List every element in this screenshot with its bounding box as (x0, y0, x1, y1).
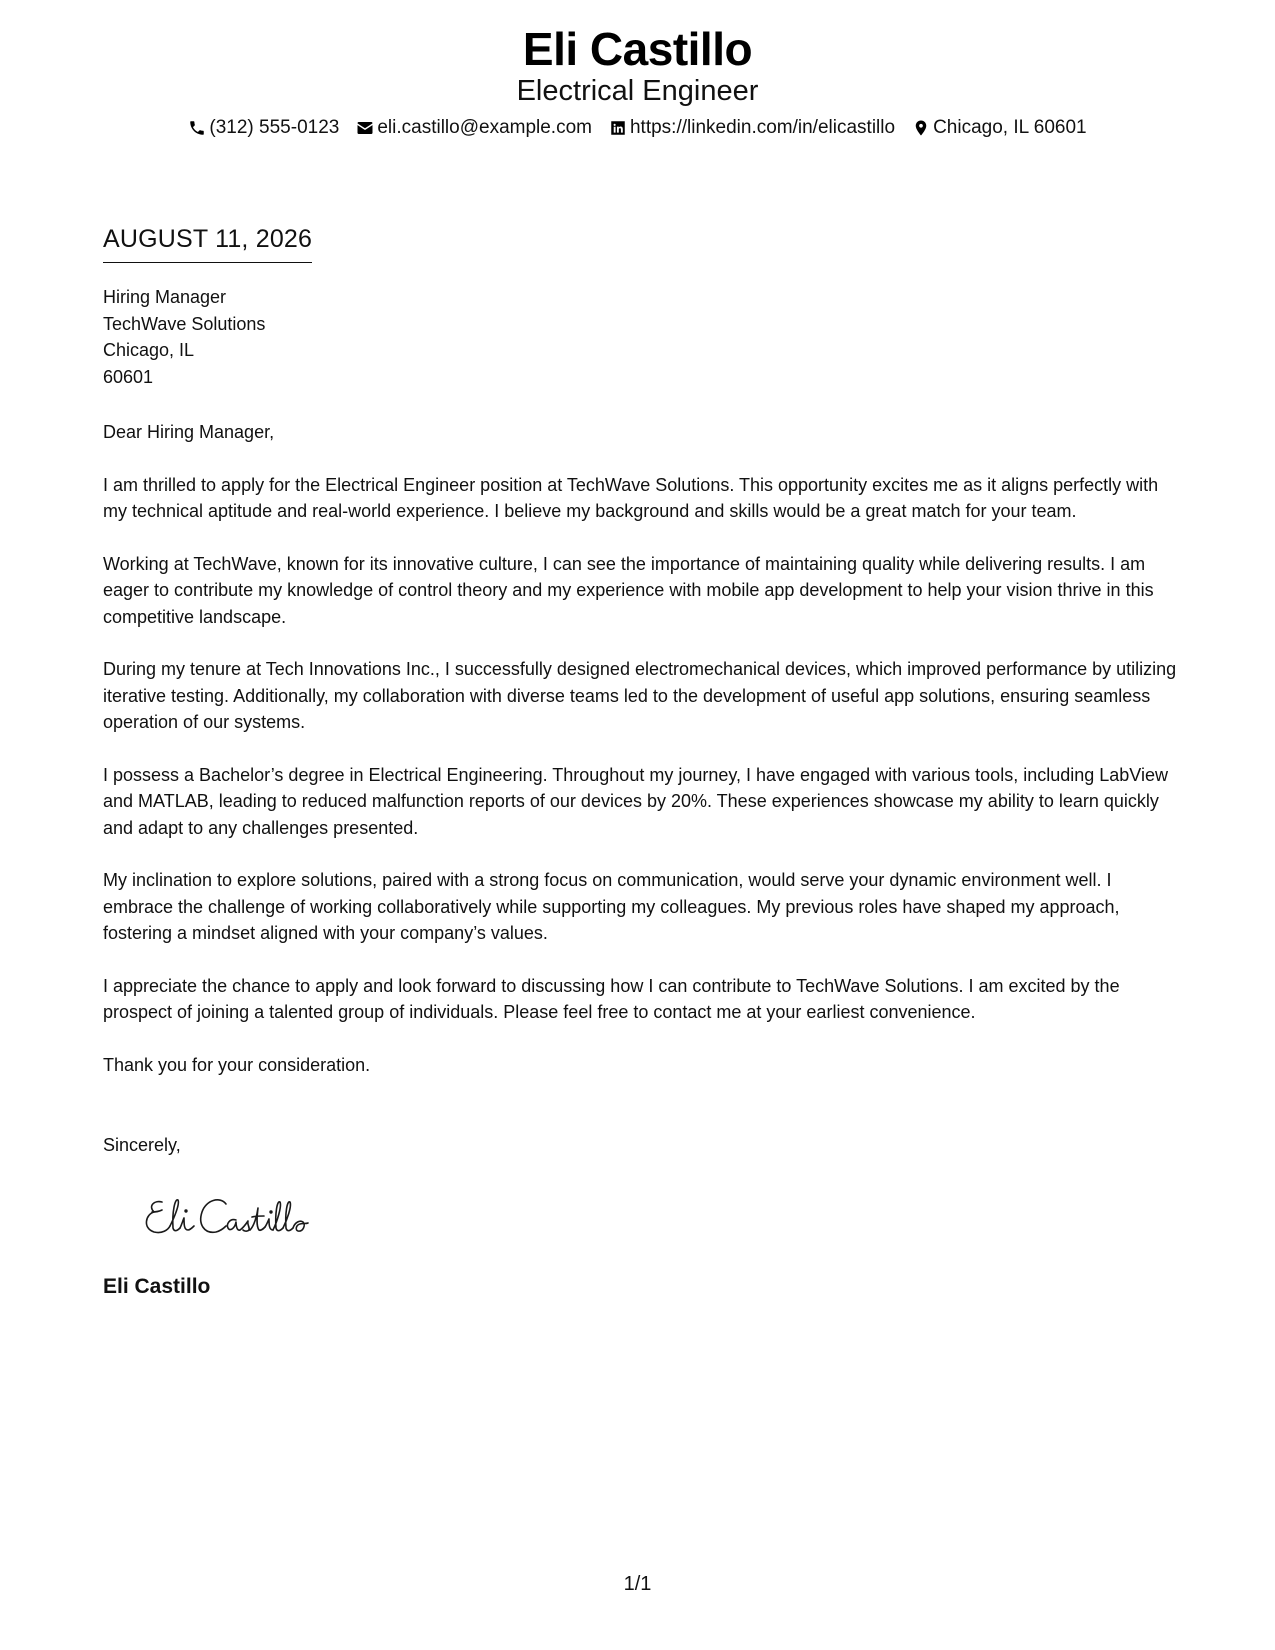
map-pin-icon (912, 119, 930, 137)
closing: Sincerely, (103, 1135, 181, 1155)
letter-body (103, 419, 1183, 1104)
recipient-company: TechWave Solutions (103, 313, 266, 334)
body-paragraph: I am thrilled to apply for the Electrical Engineer position at TechWave Solutions. This opportunity excites me as it aligns perfectly with my technical aptitude and real-world experience. I believe my background and skills would be a great match for your team. (103, 474, 1159, 521)
signed-name: Eli Castillo (103, 1275, 211, 1298)
recipient-name: Hiring Manager (103, 287, 227, 307)
letter-date-block (103, 224, 312, 263)
contact-linkedin[interactable] (609, 116, 895, 140)
body-paragraph: During my tenure at Tech Innovations Inc., I successfully designed electromechanical devices, which improved performance by utilizing iterative testing. Additionally, my collaboration with diverse teams led to the development of useful app solutions, ensuring seamless operation of our systems. (103, 659, 1177, 732)
applicant-title: Electrical Engineer (516, 75, 759, 107)
recipient-address (103, 284, 265, 390)
recipient-zip: 60601 (103, 366, 154, 387)
handwritten-signature (140, 1188, 340, 1248)
letter-date: AUGUST 11, 2026 (103, 224, 312, 263)
body-paragraph: Working at TechWave, known for its innovative culture, I can see the importance of maintaining quality while delivering results. I am eager to contribute my knowledge of control theory and my experience with mobile app development to help your vision thrive in this competitive landscape. (103, 553, 1154, 627)
linkedin-icon (609, 119, 627, 137)
body-paragraph: My inclination to explore solutions, paired with a strong focus on communication, would serve your dynamic environment well. I embrace the challenge of working collaboratively while supporting my colleagues. My previous roles have shaped my approach, fostering a mindset aligned with your company’s values. (103, 870, 1120, 943)
page-number: 1/1 (623, 1573, 652, 1595)
contact-info (0, 116, 1275, 140)
linkedin-text: https://linkedin.com/in/elicastillo (629, 117, 896, 138)
contact-location (912, 116, 1087, 140)
applicant-name: Eli Castillo (522, 23, 753, 75)
letter-header (0, 22, 1275, 140)
envelope-icon (356, 119, 374, 137)
email-text: eli.castillo@example.com (377, 117, 592, 138)
thank-you-line: Thank you for your consideration. (103, 1054, 371, 1075)
contact-email[interactable] (356, 116, 592, 140)
phone-icon (188, 119, 206, 137)
recipient-city: Chicago, IL (103, 340, 195, 360)
contact-phone (188, 116, 339, 140)
body-paragraph: I possess a Bachelor’s degree in Electrical Engineering. Throughout my journey, I have engaged with various tools, including LabView and MATLAB, leading to reduced malfunction reports of our devices by 20%. These experiences showcase my ability to learn quickly and adapt to any challenges presented. (103, 764, 1168, 838)
phone-text: (312) 555-0123 (209, 117, 340, 138)
body-paragraph: I appreciate the chance to apply and look forward to discussing how I can contribute to TechWave Solutions. I am excited by the prospect of joining a talented group of individuals. Please feel free to contact me at your earliest convenience. (103, 975, 1120, 1022)
location-text: Chicago, IL 60601 (933, 117, 1087, 138)
salutation: Dear Hiring Manager, (103, 422, 275, 442)
